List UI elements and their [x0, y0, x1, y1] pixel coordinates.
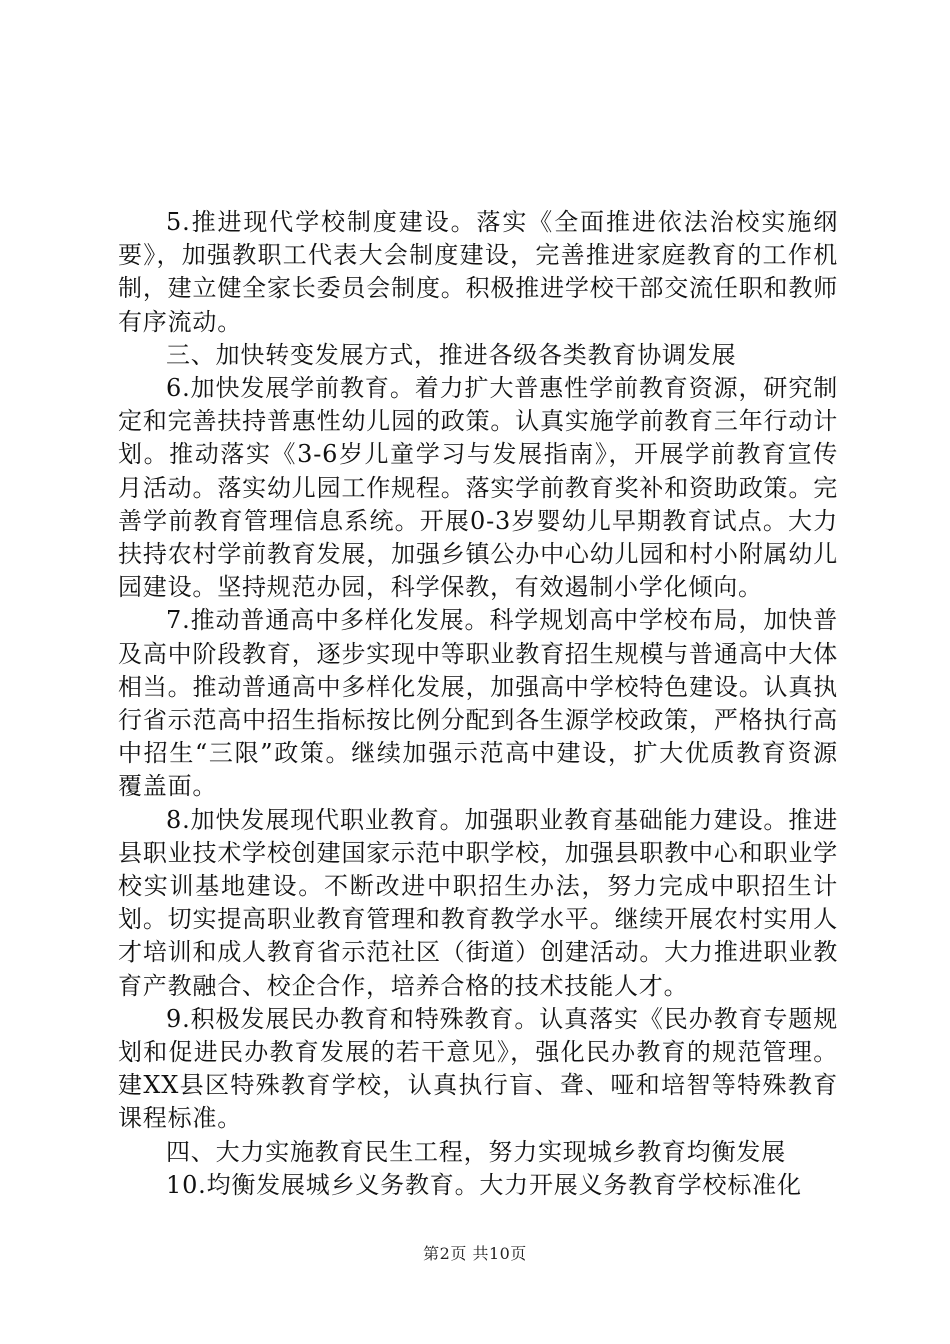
document-body — [118, 206, 838, 1202]
page-number-footer: 第2页 共10页 — [423, 1244, 527, 1263]
section-heading-four: 四、大力实施教育民生工程，努力实现城乡教育均衡发展 — [166, 1137, 786, 1166]
paragraph-private-special-education: 9.积极发展民办教育和特殊教育。认真落实《民办教育专题规划和促进民办教育发展的若干意见》，强化民办教育的规范管理。建XX县区特殊教育学校，认真执行盲、聋、哑和培智等特殊教育课程标准。 — [118, 1004, 838, 1133]
paragraph-compulsory-education: 10.均衡发展城乡义务教育。大力开展义务教育学校标准化 — [166, 1170, 802, 1199]
paragraph-high-school-diversification: 7.推动普通高中多样化发展。科学规划高中学校布局，加快普及高中阶段教育，逐步实现中等职业教育招生规模与普通高中大体相当。推动普通高中多样化发展，加强高中学校特色建设。认真执行省示范高中招生指标按比例分配到各生源学校政策，严格执行高中招生“三限”政策。继续加强示范高中建设，扩大优质教育资源覆盖面。 — [118, 606, 838, 801]
paragraph-vocational-education: 8.加快发展现代职业教育。加强职业教育基础能力建设。推进县职业技术学校创建国家示范中职学校，加强县职教中心和职业学校实训基地建设。不断改进中职招生办法，努力完成中职招生计划。切实提高职业教育管理和教育教学水平。继续开展农村实用人才培训和成人教育省示范社区（街道）创建活动。大力推进职业教育产教融合、校企合作，培养合格的技术技能人才。 — [118, 805, 838, 1000]
paragraph-modern-school-system: 5.推进现代学校制度建设。落实《全面推进依法治校实施纲要》，加强教职工代表大会制度建设，完善推进家庭教育的工作机制，建立健全家长委员会制度。积极推进学校干部交流任职和教师有序流动。 — [118, 208, 838, 336]
section-heading-three: 三、加快转变发展方式，推进各级各类教育协调发展 — [166, 340, 737, 369]
paragraph-preschool-education: 6.加快发展学前教育。着力扩大普惠性学前教育资源，研究制定和完善扶持普惠性幼儿园的政策。认真实施学前教育三年行动计划。推动落实《3-6岁儿童学习与发展指南》，开展学前教育宣传月活动。落实幼儿园工作规程。落实学前教育奖补和资助政策。完善学前教育管理信息系统。开展0-3岁婴幼儿早期教育试点。大力扶持农村学前教育发展，加强乡镇公办中心幼儿园和村小附属幼儿园建设。坚持规范办园，科学保教，有效遏制小学化倾向。 — [118, 374, 838, 602]
